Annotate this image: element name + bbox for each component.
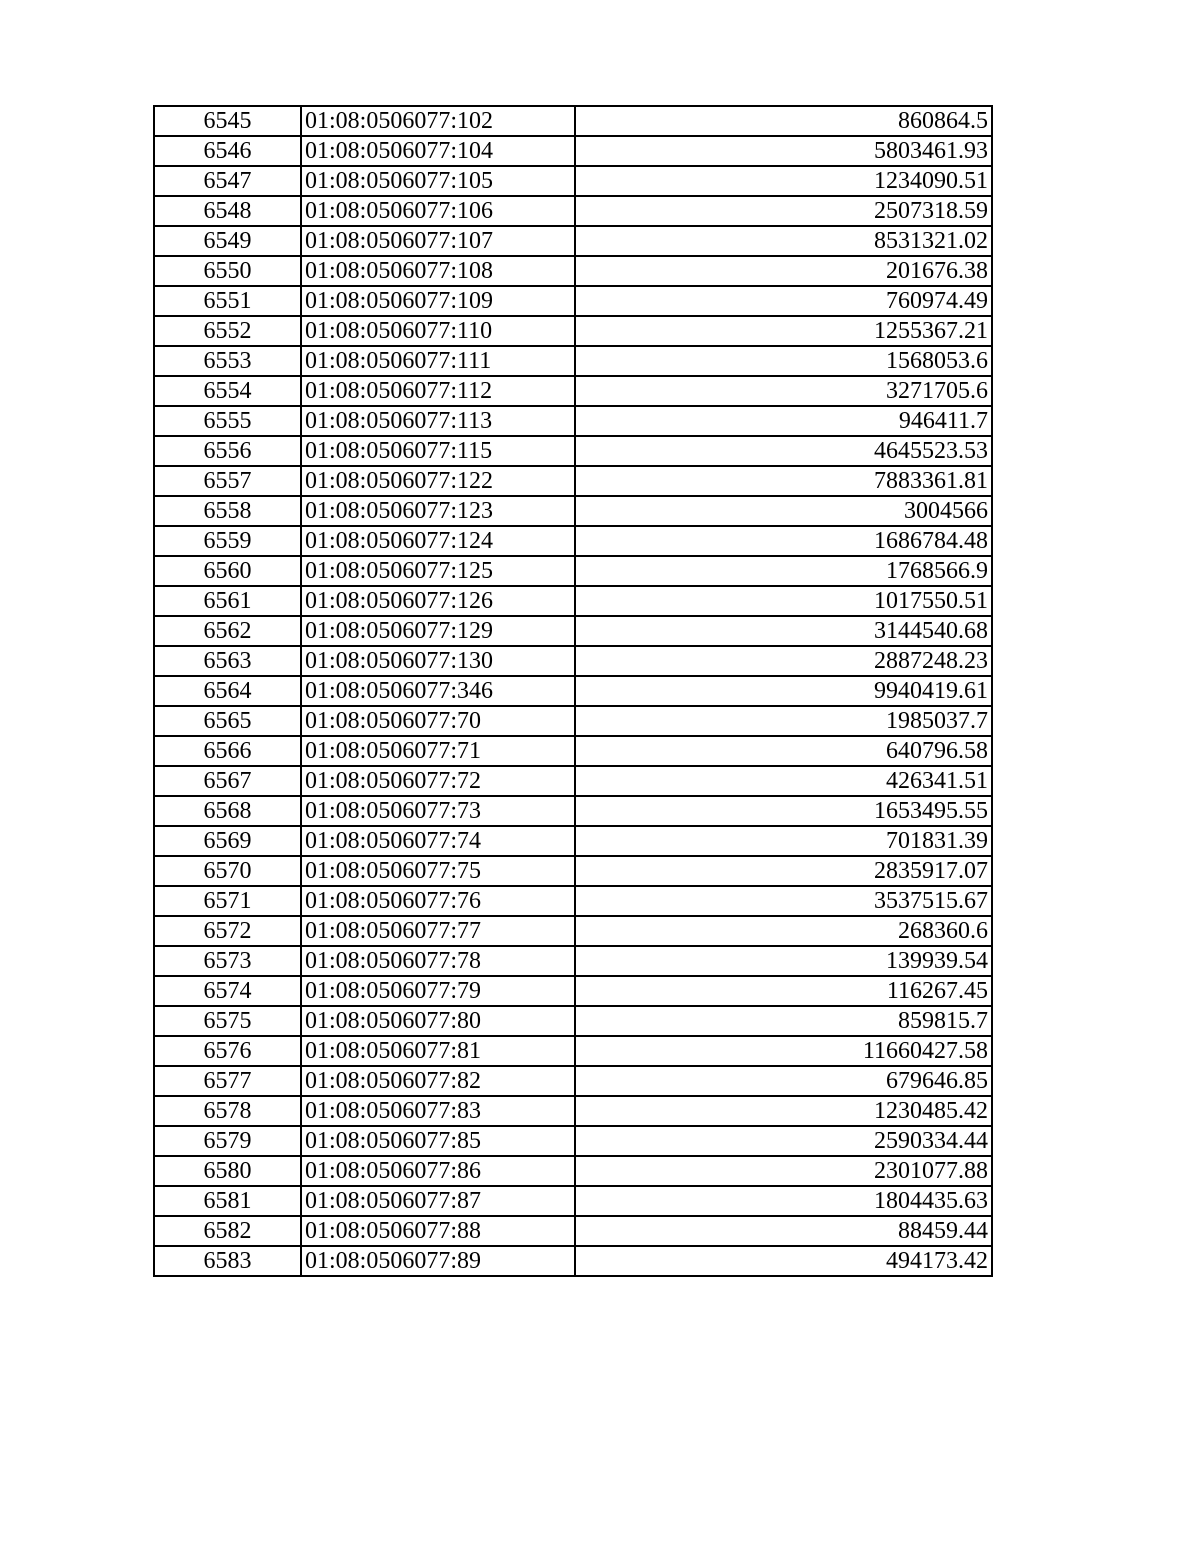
row-number-cell: 6548 <box>154 196 301 226</box>
table-row <box>154 706 992 736</box>
cadastral-number-cell: 01:08:0506077:81 <box>301 1036 575 1066</box>
row-number-cell: 6546 <box>154 136 301 166</box>
cadastral-number-cell: 01:08:0506077:80 <box>301 1006 575 1036</box>
cadastral-number-cell: 01:08:0506077:72 <box>301 766 575 796</box>
value-cell: 11660427.58 <box>575 1036 992 1066</box>
table-row <box>154 766 992 796</box>
table-row <box>154 946 992 976</box>
table-row <box>154 826 992 856</box>
cadastral-number-cell: 01:08:0506077:88 <box>301 1216 575 1246</box>
table-row <box>154 1036 992 1066</box>
row-number-cell: 6571 <box>154 886 301 916</box>
row-number-cell: 6568 <box>154 796 301 826</box>
row-number-cell: 6557 <box>154 466 301 496</box>
cadastral-number-cell: 01:08:0506077:113 <box>301 406 575 436</box>
cadastral-number-cell: 01:08:0506077:126 <box>301 586 575 616</box>
value-cell: 116267.45 <box>575 976 992 1006</box>
table-row <box>154 976 992 1006</box>
table-row <box>154 1186 992 1216</box>
row-number-cell: 6553 <box>154 346 301 376</box>
row-number-cell: 6570 <box>154 856 301 886</box>
value-cell: 268360.6 <box>575 916 992 946</box>
cadastral-number-cell: 01:08:0506077:112 <box>301 376 575 406</box>
value-cell: 9940419.61 <box>575 676 992 706</box>
value-cell: 3537515.67 <box>575 886 992 916</box>
value-cell: 88459.44 <box>575 1216 992 1246</box>
row-number-cell: 6556 <box>154 436 301 466</box>
cadastral-number-cell: 01:08:0506077:74 <box>301 826 575 856</box>
cadastral-number-cell: 01:08:0506077:123 <box>301 496 575 526</box>
row-number-cell: 6563 <box>154 646 301 676</box>
row-number-cell: 6581 <box>154 1186 301 1216</box>
cadastral-number-cell: 01:08:0506077:107 <box>301 226 575 256</box>
value-cell: 8531321.02 <box>575 226 992 256</box>
row-number-cell: 6565 <box>154 706 301 736</box>
cadastral-number-cell: 01:08:0506077:124 <box>301 526 575 556</box>
cadastral-number-cell: 01:08:0506077:78 <box>301 946 575 976</box>
value-cell: 1234090.51 <box>575 166 992 196</box>
value-cell: 1804435.63 <box>575 1186 992 1216</box>
cadastral-number-cell: 01:08:0506077:108 <box>301 256 575 286</box>
cadastral-number-cell: 01:08:0506077:86 <box>301 1156 575 1186</box>
value-cell: 1653495.55 <box>575 796 992 826</box>
value-cell: 5803461.93 <box>575 136 992 166</box>
value-cell: 2507318.59 <box>575 196 992 226</box>
row-number-cell: 6580 <box>154 1156 301 1186</box>
value-cell: 1985037.7 <box>575 706 992 736</box>
value-cell: 3144540.68 <box>575 616 992 646</box>
table-row <box>154 1216 992 1246</box>
value-cell: 1255367.21 <box>575 316 992 346</box>
value-cell: 1768566.9 <box>575 556 992 586</box>
value-cell: 2887248.23 <box>575 646 992 676</box>
value-cell: 494173.42 <box>575 1246 992 1276</box>
row-number-cell: 6555 <box>154 406 301 436</box>
value-cell: 1017550.51 <box>575 586 992 616</box>
table-row <box>154 166 992 196</box>
cadastral-number-cell: 01:08:0506077:77 <box>301 916 575 946</box>
cadastral-number-cell: 01:08:0506077:87 <box>301 1186 575 1216</box>
table-row <box>154 856 992 886</box>
table-row <box>154 526 992 556</box>
cadastral-number-cell: 01:08:0506077:104 <box>301 136 575 166</box>
table-row <box>154 1126 992 1156</box>
table-row <box>154 136 992 166</box>
table-row <box>154 436 992 466</box>
row-number-cell: 6572 <box>154 916 301 946</box>
table-row <box>154 346 992 376</box>
row-number-cell: 6569 <box>154 826 301 856</box>
value-cell: 860864.5 <box>575 106 992 136</box>
row-number-cell: 6564 <box>154 676 301 706</box>
table-row <box>154 376 992 406</box>
row-number-cell: 6583 <box>154 1246 301 1276</box>
table-row <box>154 496 992 526</box>
value-cell: 201676.38 <box>575 256 992 286</box>
table-row <box>154 1096 992 1126</box>
value-cell: 2301077.88 <box>575 1156 992 1186</box>
table-row <box>154 256 992 286</box>
cadastral-number-cell: 01:08:0506077:130 <box>301 646 575 676</box>
value-cell: 1230485.42 <box>575 1096 992 1126</box>
row-number-cell: 6552 <box>154 316 301 346</box>
row-number-cell: 6559 <box>154 526 301 556</box>
table-row <box>154 616 992 646</box>
cadastral-number-cell: 01:08:0506077:115 <box>301 436 575 466</box>
row-number-cell: 6567 <box>154 766 301 796</box>
table-row <box>154 736 992 766</box>
table-row <box>154 916 992 946</box>
row-number-cell: 6579 <box>154 1126 301 1156</box>
cadastral-number-cell: 01:08:0506077:346 <box>301 676 575 706</box>
row-number-cell: 6562 <box>154 616 301 646</box>
cadastral-number-cell: 01:08:0506077:106 <box>301 196 575 226</box>
value-cell: 3271705.6 <box>575 376 992 406</box>
value-cell: 946411.7 <box>575 406 992 436</box>
table-row <box>154 196 992 226</box>
value-cell: 701831.39 <box>575 826 992 856</box>
cadastral-number-cell: 01:08:0506077:82 <box>301 1066 575 1096</box>
value-cell: 1568053.6 <box>575 346 992 376</box>
table-row <box>154 1006 992 1036</box>
cadastral-number-cell: 01:08:0506077:125 <box>301 556 575 586</box>
cadastral-number-cell: 01:08:0506077:83 <box>301 1096 575 1126</box>
row-number-cell: 6550 <box>154 256 301 286</box>
value-cell: 1686784.48 <box>575 526 992 556</box>
table-row <box>154 796 992 826</box>
row-number-cell: 6561 <box>154 586 301 616</box>
table-row <box>154 1156 992 1186</box>
row-number-cell: 6576 <box>154 1036 301 1066</box>
cadastral-value-table <box>153 105 993 1277</box>
table-row <box>154 556 992 586</box>
cadastral-number-cell: 01:08:0506077:122 <box>301 466 575 496</box>
table-row <box>154 676 992 706</box>
table-row <box>154 886 992 916</box>
value-cell: 139939.54 <box>575 946 992 976</box>
cadastral-number-cell: 01:08:0506077:102 <box>301 106 575 136</box>
table-row <box>154 316 992 346</box>
table-row <box>154 1066 992 1096</box>
row-number-cell: 6566 <box>154 736 301 766</box>
cadastral-number-cell: 01:08:0506077:71 <box>301 736 575 766</box>
value-cell: 760974.49 <box>575 286 992 316</box>
table-row <box>154 286 992 316</box>
row-number-cell: 6574 <box>154 976 301 1006</box>
value-cell: 7883361.81 <box>575 466 992 496</box>
value-cell: 859815.7 <box>575 1006 992 1036</box>
cadastral-number-cell: 01:08:0506077:73 <box>301 796 575 826</box>
value-cell: 3004566 <box>575 496 992 526</box>
table-row <box>154 406 992 436</box>
value-cell: 2590334.44 <box>575 1126 992 1156</box>
cadastral-number-cell: 01:08:0506077:75 <box>301 856 575 886</box>
table-row <box>154 646 992 676</box>
cadastral-number-cell: 01:08:0506077:89 <box>301 1246 575 1276</box>
table-row <box>154 226 992 256</box>
table-row <box>154 106 992 136</box>
cadastral-number-cell: 01:08:0506077:109 <box>301 286 575 316</box>
table-row <box>154 1246 992 1276</box>
value-cell: 640796.58 <box>575 736 992 766</box>
value-cell: 679646.85 <box>575 1066 992 1096</box>
value-cell: 4645523.53 <box>575 436 992 466</box>
row-number-cell: 6549 <box>154 226 301 256</box>
row-number-cell: 6558 <box>154 496 301 526</box>
cadastral-number-cell: 01:08:0506077:105 <box>301 166 575 196</box>
value-cell: 2835917.07 <box>575 856 992 886</box>
value-cell: 426341.51 <box>575 766 992 796</box>
row-number-cell: 6575 <box>154 1006 301 1036</box>
cadastral-number-cell: 01:08:0506077:79 <box>301 976 575 1006</box>
row-number-cell: 6577 <box>154 1066 301 1096</box>
cadastral-number-cell: 01:08:0506077:85 <box>301 1126 575 1156</box>
row-number-cell: 6582 <box>154 1216 301 1246</box>
cadastral-number-cell: 01:08:0506077:110 <box>301 316 575 346</box>
cadastral-number-cell: 01:08:0506077:70 <box>301 706 575 736</box>
cadastral-number-cell: 01:08:0506077:111 <box>301 346 575 376</box>
row-number-cell: 6545 <box>154 106 301 136</box>
cadastral-number-cell: 01:08:0506077:129 <box>301 616 575 646</box>
row-number-cell: 6547 <box>154 166 301 196</box>
row-number-cell: 6554 <box>154 376 301 406</box>
row-number-cell: 6578 <box>154 1096 301 1126</box>
table-row <box>154 466 992 496</box>
row-number-cell: 6560 <box>154 556 301 586</box>
row-number-cell: 6573 <box>154 946 301 976</box>
table-body <box>154 106 992 1276</box>
table-row <box>154 586 992 616</box>
row-number-cell: 6551 <box>154 286 301 316</box>
cadastral-number-cell: 01:08:0506077:76 <box>301 886 575 916</box>
